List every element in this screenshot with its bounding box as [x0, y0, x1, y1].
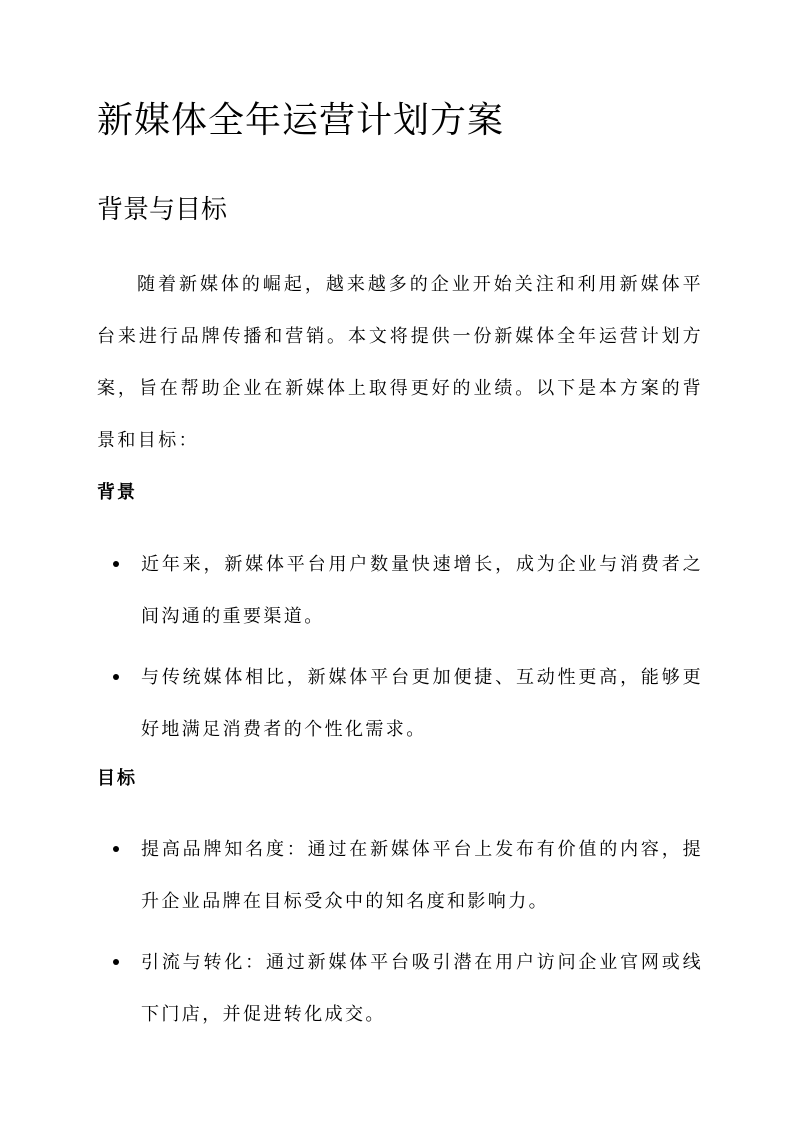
- list-item-text: 引流与转化：通过新媒体平台吸引潜在用户访问企业官网或线下门店，并促进转化成交。: [141, 952, 703, 1025]
- bullet-dot-icon: [113, 846, 119, 852]
- subheading-goals: 目标: [97, 768, 137, 789]
- document-title: 新媒体全年运营计划方案: [97, 100, 505, 141]
- subheading-background: 背景: [97, 482, 137, 503]
- list-item-text: 提高品牌知名度：通过在新媒体平台上发布有价值的内容，提升企业品牌在目标受众中的知名度和影响力。: [141, 839, 703, 912]
- bullet-dot-icon: [113, 674, 119, 680]
- bullet-dot-icon: [113, 959, 119, 965]
- list-item-text: 与传统媒体相比，新媒体平台更加便捷、互动性更高，能够更好地满足消费者的个性化需求。: [141, 667, 703, 740]
- goals-list: [97, 824, 703, 1050]
- bullet-dot-icon: [113, 561, 119, 567]
- list-item: [97, 824, 703, 928]
- list-item: [97, 937, 703, 1041]
- list-item: [97, 652, 703, 756]
- list-item: [97, 539, 703, 643]
- background-list: [97, 539, 703, 765]
- intro-paragraph: 随着新媒体的崛起，越来越多的企业开始关注和利用新媒体平台来进行品牌传播和营销。本文将提供一份新媒体全年运营计划方案，旨在帮助企业在新媒体上取得更好的业绩。以下是本方案的背景和目标：: [97, 274, 703, 451]
- list-item-text: 近年来，新媒体平台用户数量快速增长，成为企业与消费者之间沟通的重要渠道。: [141, 554, 703, 627]
- section-heading-background-and-goals: 背景与目标: [97, 195, 228, 225]
